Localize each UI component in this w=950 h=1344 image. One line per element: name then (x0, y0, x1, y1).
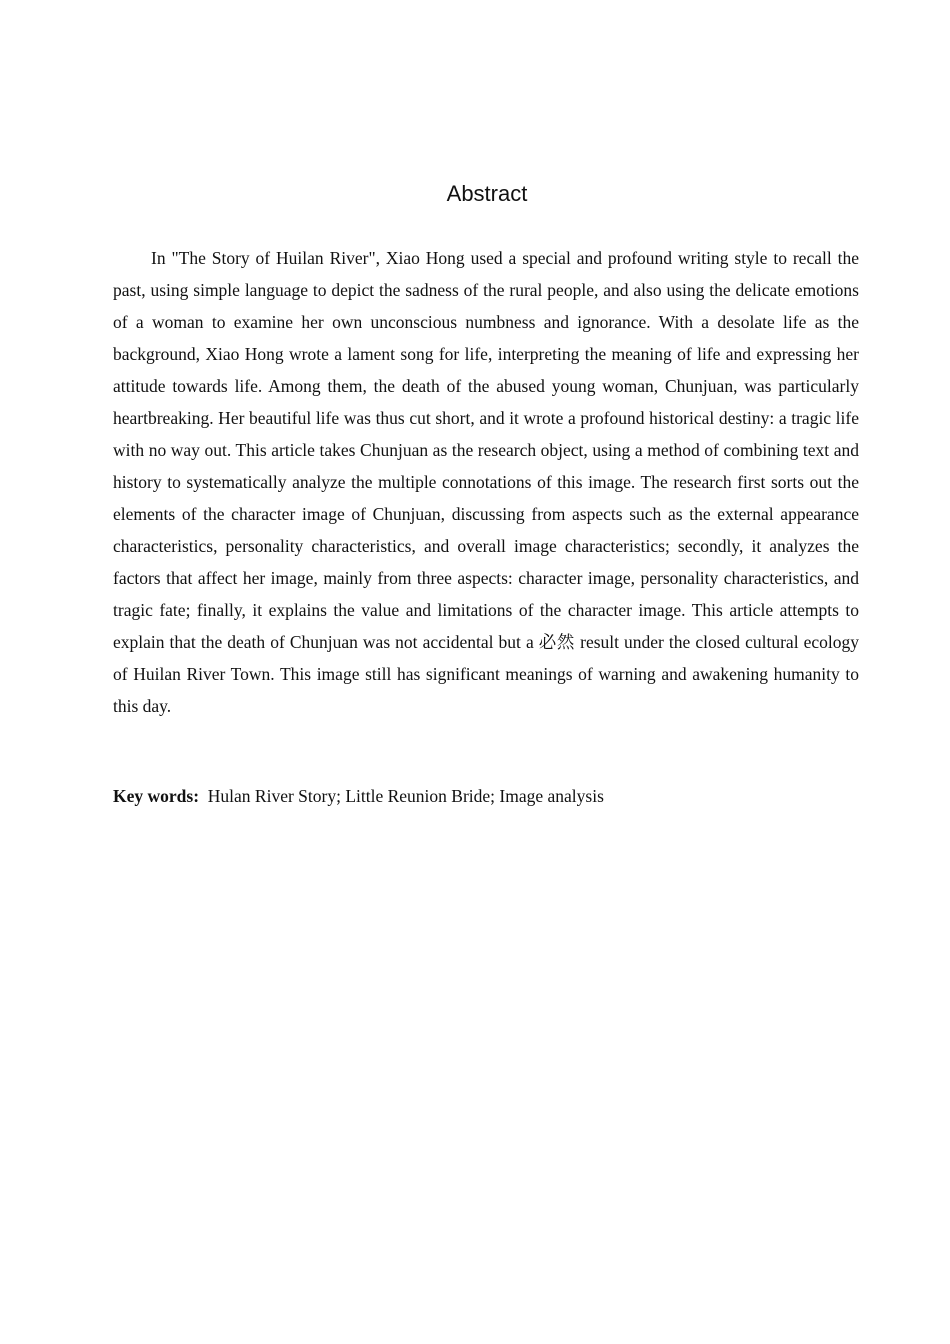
keywords-label: Key words: (113, 786, 200, 806)
keywords-text: Hulan River Story; Little Reunion Bride; Image analysis (207, 786, 604, 806)
abstract-title: Abstract (446, 181, 528, 206)
abstract-paragraph: In "The Story of Huilan River", Xiao Hong used a special and profound writing style to recall the past, using simple language to depict the sadness of the rural people, and also using the delicate emotions of a woman to examine her own unconscious numbness and ignorance. With a desolate life as the background, Xiao Hong wrote a lament song for life, interpreting the meaning of life and expressing her attitude towards life. Among them, the death of the abused young woman, Chunjuan, was particularly heartbreaking. Her beautiful life was thus cut short, and it wrote a profound historical destiny: a tragic life with no way out. This article takes Chunjuan as the research object, using a method of combining text and history to systematically analyze the multiple connotations of this image. The research first sorts out the elements of the character image of Chunjuan, discussing from aspects such as the external appearance characteristics, personality characteristics, and overall image characteristics; secondly, it analyzes the factors that affect her image, mainly from three aspects: character image, personality characteristics, and tragic fate; finally, it explains the value and limitations of the character image. This article attempts to explain that the death of Chunjuan was not accidental but a 必然 result under the closed cultural ecology of Huilan River Town. This image still has significant meanings of warning and awakening humanity to this day. (113, 248, 859, 716)
keywords-line (113, 782, 859, 810)
